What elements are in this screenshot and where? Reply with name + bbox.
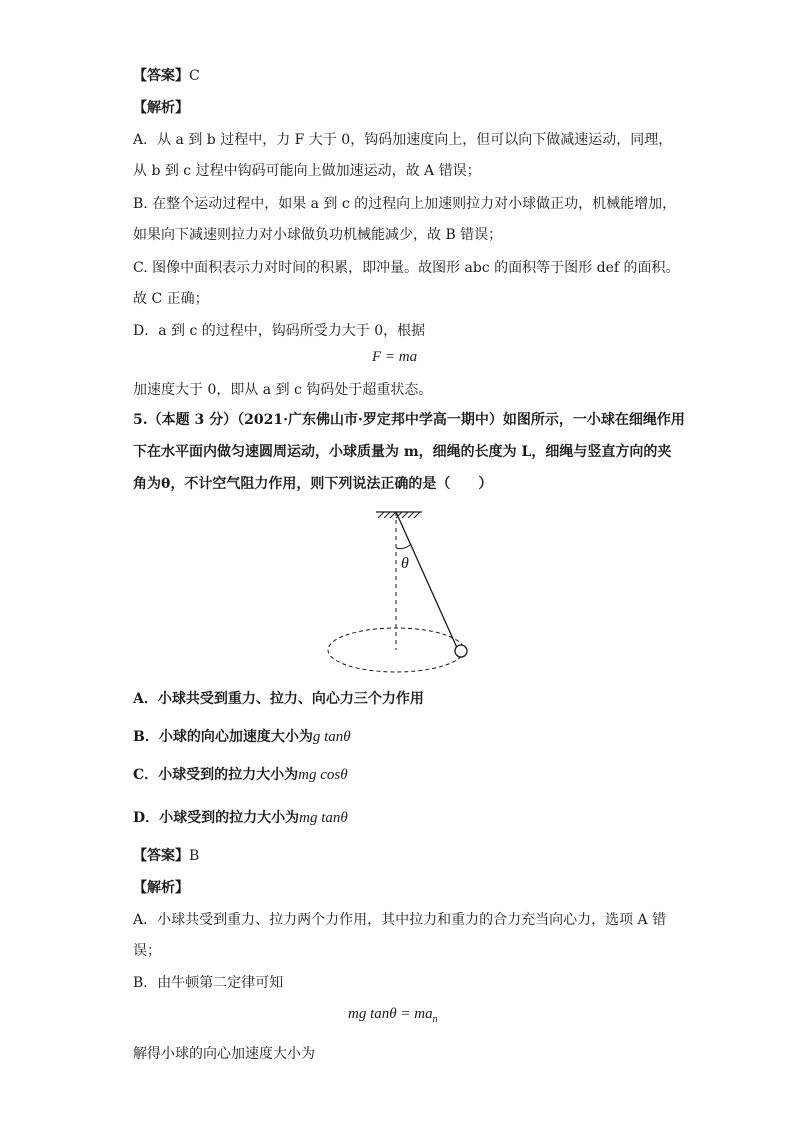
text-line: D．a 到 c 的过程中，钩码所受力大于 0，根据: [133, 323, 426, 339]
text-line: C. 图像中面积表示力对时间的积累，即冲量。故图形 abc 的面积等于图形 def 的面积。: [133, 260, 680, 276]
analysis-label: 【解析】: [133, 880, 189, 896]
equation-main: mg tanθ = ma: [348, 1006, 433, 1022]
text-line: B．由牛顿第二定律可知: [133, 975, 284, 991]
option-c-math: mg cosθ: [298, 767, 348, 783]
text-line: 解得小球的向心加速度大小为: [133, 1046, 315, 1062]
option-a: A．小球共受到重力、拉力、向心力三个力作用: [133, 691, 424, 707]
option-c-text: C．小球受到的拉力大小为: [133, 767, 299, 783]
text-line: A．小球共受到重力、拉力两个力作用，其中拉力和重力的合力充当向心力，选项 A 错: [133, 912, 667, 928]
answer-value: B: [189, 848, 200, 864]
text-line: 加速度大于 0，即从 a 到 c 钩码处于超重状态。: [133, 382, 433, 398]
ball: [455, 645, 467, 657]
option-d-math: mg tanθ: [299, 810, 348, 826]
option-d: [133, 808, 348, 828]
equation: [348, 1006, 438, 1025]
text-line: B. 在整个运动过程中，如果 a 到 c 的过程向上加速则拉力对小球做正功，机械能增加，: [133, 196, 677, 212]
option-d-text: D．小球受到的拉力大小为: [133, 810, 300, 826]
option-c: [133, 765, 348, 785]
theta-label: θ: [401, 555, 409, 572]
analysis-label: 【解析】: [133, 100, 189, 116]
answer-label: 【答案】: [133, 68, 189, 84]
question-5-line: 角为θ，不计空气阻力作用，则下列说法正确的是（ ）: [133, 476, 493, 492]
text-line: 故 C 正确；: [133, 291, 209, 307]
equation: F = ma: [372, 349, 418, 365]
text-line: 如果向下减速则拉力对小球做负功机械能减少，故 B 错误；: [133, 227, 503, 243]
answer-line-2: [133, 846, 199, 866]
conical-pendulum-diagram: [320, 500, 480, 680]
text-line: 误；: [133, 943, 161, 959]
option-b-text: B．小球的向心加速度大小为: [133, 729, 313, 745]
answer-value: C: [189, 68, 200, 84]
option-b-math: g tanθ: [312, 729, 351, 745]
equation-subscript: n: [432, 1014, 438, 1025]
text-line: 从 b 到 c 过程中钩码可能向上做加速运动，故 A 错误；: [133, 163, 481, 179]
question-5-line: 5.（本题 3 分）（2021·广东佛山市·罗定邦中学高一期中）如图所示，一小球在细绳作用: [133, 412, 685, 428]
answer-label: 【答案】: [133, 848, 189, 864]
question-5-line: 下在水平面内做匀速圆周运动，小球质量为 m，细绳的长度为 L，细绳与竖直方向的夹: [133, 444, 672, 460]
answer-line-1: [133, 66, 200, 86]
option-b: [133, 727, 351, 747]
text-line: A．从 a 到 b 过程中，力 F 大于 0，钩码加速度向上，但可以向下做减速运动，同理，: [133, 132, 673, 148]
